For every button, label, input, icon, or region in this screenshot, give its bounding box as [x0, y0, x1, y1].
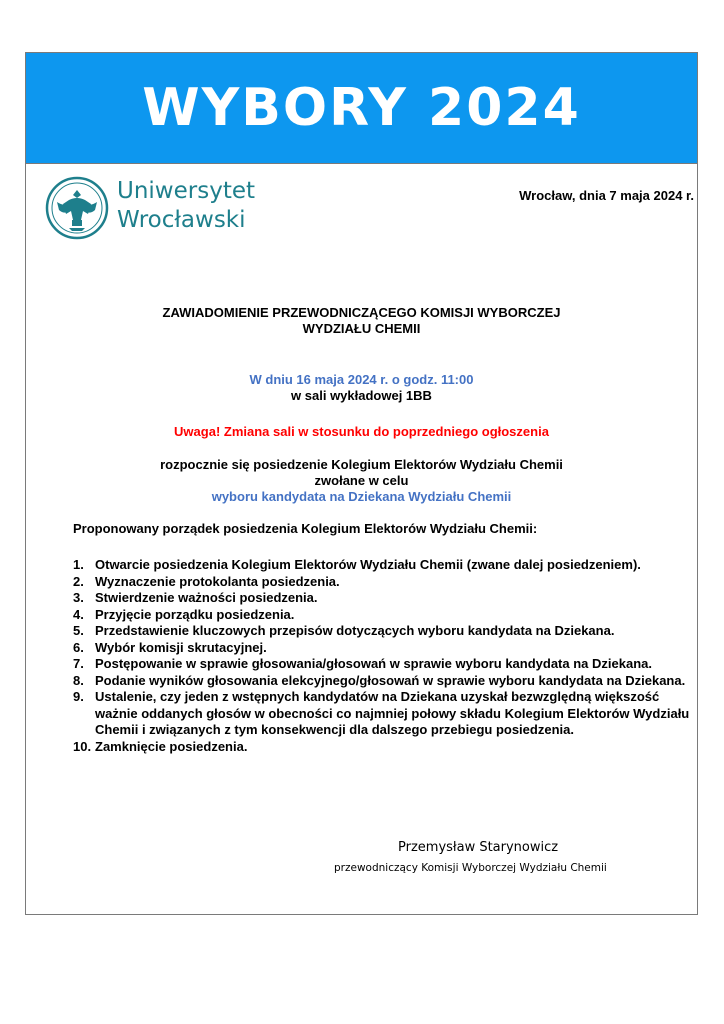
meeting-room: w sali wykładowej 1BB	[291, 388, 432, 403]
session-purpose: wyboru kandydata na Dziekana Wydziału Chemii	[211, 489, 512, 504]
notice-line-1: ZAWIADOMIENIE PRZEWODNICZĄCEGO KOMISJI WYBORCZEJ	[162, 305, 561, 320]
session-description	[26, 457, 697, 505]
agenda-item: 7. Postępowanie w sprawie głosowania/głosowań w sprawie wyboru kandydata na Dziekana.	[73, 656, 652, 671]
signer-name: Przemysław Starynowicz	[398, 840, 559, 855]
meeting-time	[26, 372, 697, 404]
session-line-1: rozpocznie się posiedzenie Kolegium Elektorów Wydziału Chemii	[160, 457, 563, 472]
room-change-warning: Uwaga! Zmiana sali w stosunku do poprzedniego ogłoszenia	[174, 424, 549, 439]
university-emblem-icon	[45, 176, 109, 240]
agenda-item: 2. Wyznaczenie protokolanta posiedzenia.	[73, 573, 340, 589]
agenda-item: 4. Przyjęcie porządku posiedzenia.	[73, 606, 295, 622]
logo-line-1: Uniwersytet	[117, 178, 255, 204]
logo-text	[117, 177, 255, 235]
agenda-item: 8. Podanie wyników głosowania elekcyjnego/głosowań w sprawie wyboru kandydata na Dziekana.	[73, 672, 686, 688]
agenda-item: 9. Ustalenie, czy jeden z wstępnych kandydatów na Dziekana uzyskał bezwzględną większość ważnie oddanych głosów w obecności co najmniej połowy składu Kolegium Elektorów Wydziału Chemii i związanych z tym konsekwencji dla dalszego przebiegu posiedzenia.	[73, 689, 690, 737]
notice-heading	[26, 305, 697, 337]
agenda-title: Proponowany porządek posiedzenia Kolegium Elektorów Wydziału Chemii:	[73, 521, 538, 536]
agenda-item: 10. Zamknięcie posiedzenia.	[73, 738, 248, 754]
agenda-item: 1. Otwarcie posiedzenia Kolegium Elektorów Wydziału Chemii (zwane dalej posiedzeniem).	[73, 557, 641, 572]
signer-role: przewodniczący Komisji Wyborczej Wydziału Chemii	[334, 862, 607, 874]
document-date: Wrocław, dnia 7 maja 2024 r.	[519, 188, 694, 203]
meeting-date: W dniu 16 maja 2024 r. o godz. 11:00	[249, 372, 474, 387]
logo-line-2: Wrocławski	[117, 207, 246, 233]
session-line-2: zwołane w celu	[314, 473, 409, 488]
banner-title: WYBORY 2024	[142, 78, 581, 138]
agenda-list	[73, 557, 693, 755]
banner	[26, 53, 697, 164]
university-logo	[45, 176, 255, 242]
agenda-item: 6. Wybór komisji skrutacyjnej.	[73, 639, 267, 655]
agenda-item: 5. Przedstawienie kluczowych przepisów dotyczących wyboru kandydata na Dziekana.	[73, 623, 615, 638]
notice-line-2: WYDZIAŁU CHEMII	[302, 321, 421, 336]
agenda-item: 3. Stwierdzenie ważności posiedzenia.	[73, 590, 318, 605]
